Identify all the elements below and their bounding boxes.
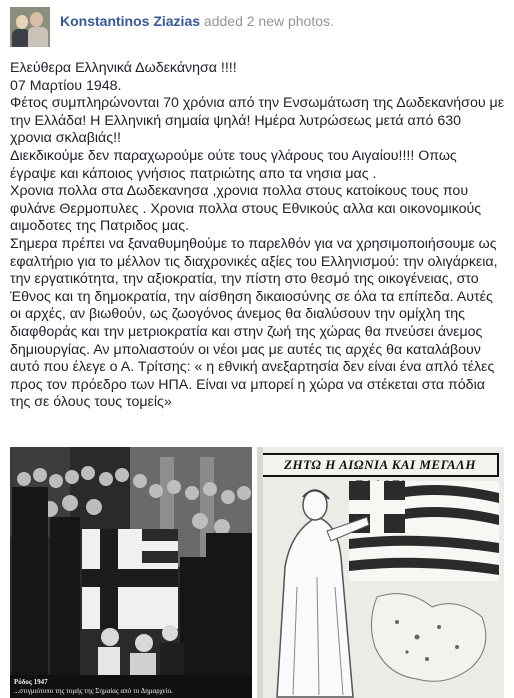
post-action-text: added 2 new photos. — [200, 13, 334, 29]
poster-banner: ΖΗΤΩ Η ΑΙΩΝΙΑ ΚΑΙ ΜΕΓΑΛΗ — [261, 453, 499, 477]
post-line: Διεκδικούμε δεν παραχωρούμε ούτε τους γλάρους του Αιγαίου!!!! Οπως έγραψε και κάποιος γνήσιος πατριώτης απο τα νησια μας . — [10, 147, 461, 182]
post-body — [10, 60, 506, 412]
photo-crowd-flag[interactable] — [10, 447, 252, 698]
crowd-flag-image — [10, 447, 252, 698]
post-line: Ελεύθερα Ελληνικά Δωδεκάνησα !!!! — [10, 60, 237, 76]
post-header — [10, 7, 334, 47]
poster-image — [257, 447, 504, 698]
photo-poster[interactable] — [257, 447, 504, 698]
post-line: Χρονια πολλα στα Δωδεκανησα ,χρονια πολλα στους κατοίκους τους που φυλάνε Θερμοπυλες . Χρονια πολλα στους Εθνικούς αλλα και οικονομικούς αιμοδοτες της Πατριδος μας. — [10, 183, 486, 235]
photo-caption-year: Ρόδος 1947 — [14, 678, 48, 686]
post-line: 07 Μαρτίου 1948. — [10, 77, 122, 94]
post-header-text — [60, 13, 334, 29]
post-line: Φέτος συμπληρώνονται 70 χρόνια από την Ενσωμάτωση της Δωδεκανήσου με την Ελλάδα! Η Ελληνική σημαία ψηλά! Ημέρα λυτρώσεως μετά από 630 χρονια σκλαβιάς!! — [10, 95, 508, 147]
post-line: Σημερα πρέπει να ξαναθυμηθούμε το παρελθόν για να χρησιμοποιήσουμε ως εφαλτήριο για το μέλλον τις διαχρονικές αξίες του Ελληνισμού: την ολιγάρκεια, την εργατικότητα, την αξιοκρατία, την πίστη στο θεσμό της οικογένειας, στο Έθνος και τη δημοκρατία, την αίσθηση δικαιοσύνης σε όλα τα επίπεδα. Αυτές οι αρχές, αν βιωθούν, ως ζωογόνος άνεμος θα διαλύσουν την ομίχλη της διαφθοράς και την μετριοκρατία και στην ζωή της χώρας θα πνεύσει άνεμος δημιουργίας. Αν μπολιαστούν οι νέοι μας με αυτές τις αρχές θα καταλάβουν αυτό που έλεγε ο Α. Τρίτσης: « η εθνική ανεξαρτησία δεν είναι ένα απλό τέλες προς τον πρόεδρο των ΗΠΑ. Είναι να μπορεί η χώρα να στέκεται στα πόδια της σε όλους τους τομείς» — [10, 235, 502, 411]
avatar[interactable] — [10, 7, 50, 47]
photo-caption: ...στιγμιότυπο της τομής της Σημαίας από το Δημαρχείο. — [14, 687, 173, 695]
author-link[interactable]: Konstantinos Ziazias — [60, 13, 201, 29]
